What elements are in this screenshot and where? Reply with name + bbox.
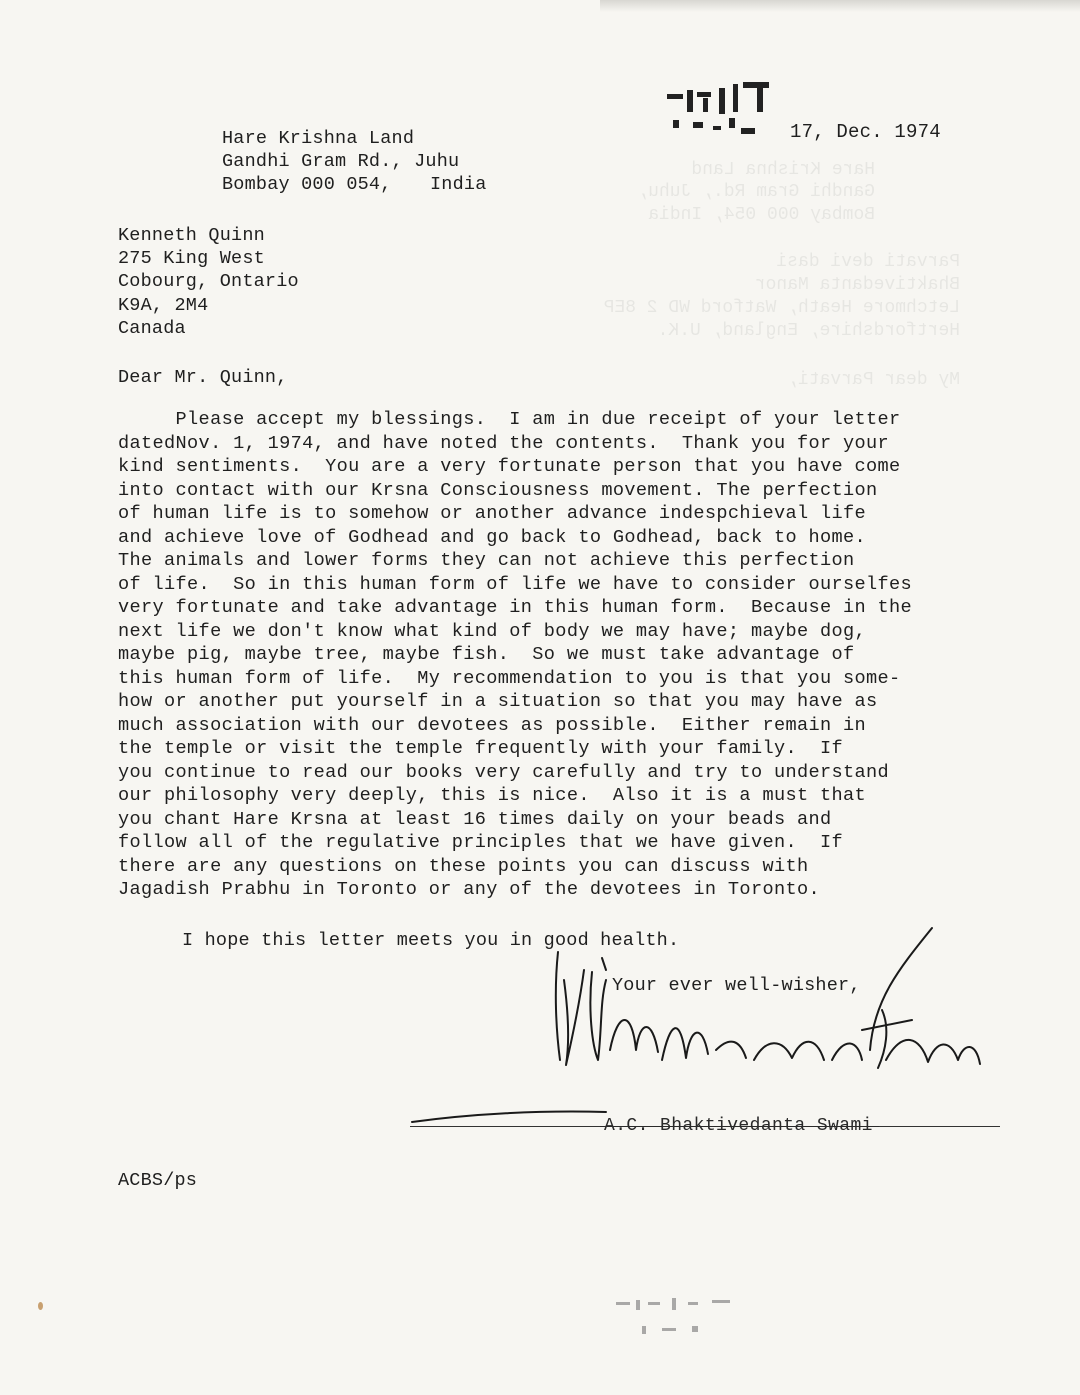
letter-date: 17, Dec. 1974 bbox=[790, 121, 941, 143]
scan-shadow bbox=[600, 0, 1080, 12]
reference-initials: ACBS/ps bbox=[118, 1170, 198, 1191]
sender-address-country: India bbox=[430, 174, 487, 195]
closing-line: I hope this letter meets you in good health. bbox=[182, 930, 680, 951]
bleed-through-line: Bhaktivedanta Manor bbox=[754, 275, 960, 295]
signature-underline-flourish bbox=[410, 1100, 610, 1130]
faint-ink-mark bbox=[612, 1290, 742, 1340]
sender-address-line: Bombay 000 054, bbox=[222, 174, 392, 195]
body-line: next life we don't know what kind of body we may have; maybe dog, bbox=[118, 621, 867, 642]
paper-speck bbox=[38, 1302, 43, 1310]
body-line: Jagadish Prabhu in Toronto or any of the devotees in Toronto. bbox=[118, 879, 820, 900]
body-line: very fortunate and take advantage in this human form. Because in the bbox=[118, 597, 913, 618]
bleed-through-line: Letchmore Heath, Watford WD 2 8EP bbox=[603, 298, 960, 318]
handwritten-signature bbox=[540, 910, 1000, 1100]
body-line: you chant Hare Krsna at least 16 times daily on your beads and bbox=[118, 809, 832, 830]
body-line: Please accept my blessings. I am in due receipt of your letter bbox=[118, 409, 901, 430]
recipient-address-line: Canada bbox=[118, 318, 186, 339]
valediction: Your ever well-wisher, bbox=[612, 975, 861, 996]
bleed-through-line: Bombay 000 054, India bbox=[648, 205, 875, 225]
body-line: into contact with our Krsna Consciousness movement. The perfection bbox=[118, 480, 878, 501]
salutation: Dear Mr. Quinn, bbox=[118, 367, 288, 388]
body-line: datedNov. 1, 1974, and have noted the contents. Thank you for your bbox=[118, 433, 890, 454]
body-line: follow all of the regulative principles that we have given. If bbox=[118, 832, 844, 853]
body-line: maybe pig, maybe tree, maybe fish. So we must take advantage of bbox=[118, 644, 855, 665]
body-line: kind sentiments. You are a very fortunate person that you have come bbox=[118, 456, 901, 477]
recipient-address-line: Kenneth Quinn bbox=[118, 225, 265, 246]
sender-address-line: Hare Krishna Land bbox=[222, 128, 415, 149]
ink-stamp-mark bbox=[663, 78, 783, 148]
body-line: and achieve love of Godhead and go back to Godhead, back to home. bbox=[118, 527, 867, 548]
recipient-address-line: Cobourg, Ontario bbox=[118, 271, 299, 292]
body-line: the temple or visit the temple frequently with your family. If bbox=[118, 738, 844, 759]
bleed-through-line: Parvati devi dasi bbox=[776, 252, 960, 272]
body-line: our philosophy very deeply, this is nice. Also it is a must that bbox=[118, 785, 867, 806]
body-line: much association with our devotees as possible. Either remain in bbox=[118, 715, 867, 736]
recipient-address-line: K9A, 2M4 bbox=[118, 295, 209, 316]
bleed-through-line: Hertfordshire, England, U.K. bbox=[657, 321, 960, 341]
bleed-through-line: Gandhi Gram Rd., Juhu, bbox=[637, 182, 875, 202]
body-line: The animals and lower forms they can not achieve this perfection bbox=[118, 550, 855, 571]
body-line: of human life is to somehow or another advance indespchieval life bbox=[118, 503, 867, 524]
body-line: of life. So in this human form of life we have to consider ourselfes bbox=[118, 574, 913, 595]
sender-address-line: Gandhi Gram Rd., Juhu bbox=[222, 151, 460, 172]
body-line: there are any questions on these points you can discuss with bbox=[118, 856, 809, 877]
bleed-through-line: My dear Parvati, bbox=[787, 370, 960, 390]
body-line: this human form of life. My recommendation to you is that you some- bbox=[118, 668, 901, 689]
bleed-through-line: Hare Krishna Land bbox=[691, 160, 875, 180]
body-line: how or another put yourself in a situation so that you may have as bbox=[118, 691, 878, 712]
typed-signature-name: A.C. Bhaktivedanta Swami bbox=[604, 1116, 873, 1136]
body-line: you continue to read our books very carefully and try to understand bbox=[118, 762, 890, 783]
recipient-address-line: 275 King West bbox=[118, 248, 265, 269]
